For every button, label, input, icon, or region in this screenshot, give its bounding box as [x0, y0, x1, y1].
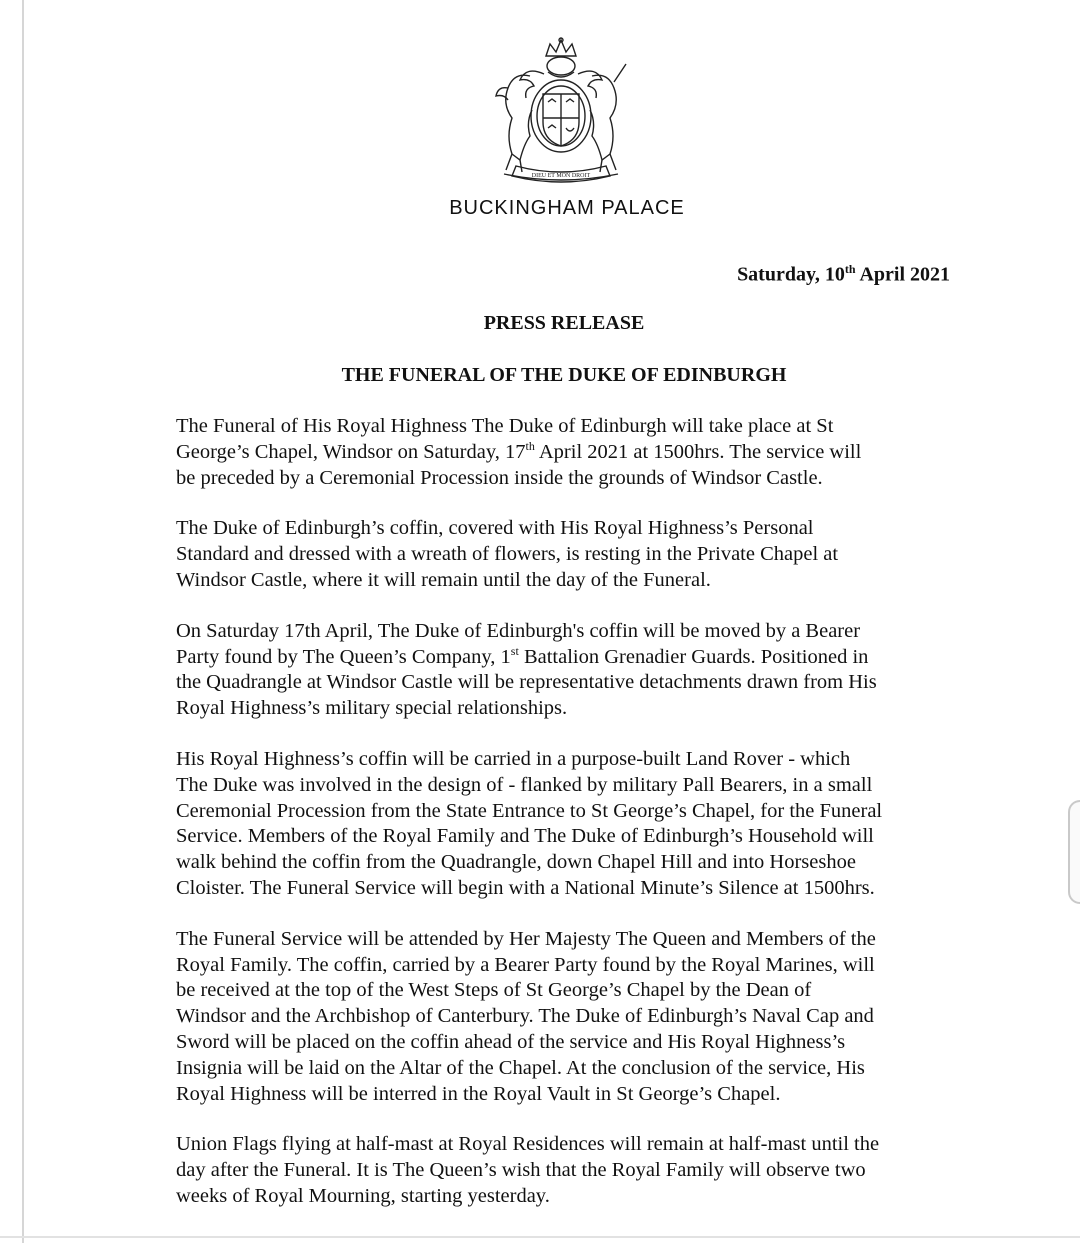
- paragraph-line: On Saturday 17th April, The Duke of Edinburgh's coffin will be moved by a Bearer: [176, 619, 861, 642]
- paragraph-line: Royal Highness will be interred in the Royal Vault in St George’s Chapel.: [176, 1082, 781, 1105]
- paragraph-line: Sword will be placed on the coffin ahead of the service and His Royal Highness’s: [176, 1030, 846, 1053]
- paragraph-line: Windsor Castle, where it will remain until the day of the Funeral.: [176, 568, 711, 591]
- paragraph-line: The Funeral of His Royal Highness The Duke of Edinburgh will take place at St: [176, 415, 834, 437]
- paragraph-line: Party found by The Queen’s Company, 1st Battalion Grenadier Guards. Positioned in: [176, 643, 869, 668]
- paragraph-line: Ceremonial Procession from the State Entrance to St George’s Chapel, for the Funeral: [176, 799, 883, 822]
- paragraph: [176, 747, 966, 902]
- paragraph-line: day after the Funeral. It is The Queen’s wish that the Royal Family will observe two: [176, 1159, 866, 1182]
- document-title: THE FUNERAL OF THE DUKE OF EDINBURGH: [341, 364, 787, 386]
- paragraph-line: Insignia will be laid on the Altar of the Chapel. At the conclusion of the service, His: [176, 1056, 865, 1079]
- organisation-name: BUCKINGHAM PALACE: [449, 197, 685, 219]
- paragraph: [176, 1132, 966, 1209]
- scroll-handle[interactable]: [1068, 800, 1080, 904]
- royal-coat-of-arms-icon: [486, 36, 636, 188]
- paragraph: [176, 927, 966, 1108]
- paragraph-line: His Royal Highness’s coffin will be carried in a purpose-built Land Rover - which: [176, 747, 851, 770]
- paragraph-line: be received at the top of the West Steps of St George’s Chapel by the Dean of: [176, 979, 812, 1002]
- paragraph-line: walk behind the coffin from the Quadrangle, down Chapel Hill and into Horseshoe: [176, 851, 856, 874]
- paragraph-line: be preceded by a Ceremonial Procession inside the grounds of Windsor Castle.: [176, 466, 823, 489]
- paragraph-line: Union Flags flying at half-mast at Royal Residences will remain at half-mast until the: [176, 1133, 880, 1156]
- paragraph-line: Royal Highness’s military special relationships.: [176, 697, 568, 720]
- paragraph-line: Standard and dressed with a wreath of flowers, is resting in the Private Chapel at: [176, 543, 839, 566]
- paragraph: [176, 516, 966, 593]
- press-release-label: PRESS RELEASE: [483, 312, 645, 334]
- page-edge-divider: [22, 0, 24, 1243]
- paragraph: [176, 619, 966, 722]
- paragraph-line: Windsor and the Archbishop of Canterbury. The Duke of Edinburgh’s Naval Cap and: [176, 1005, 874, 1028]
- release-date: Saturday, 10th April 2021: [737, 262, 950, 286]
- paragraph-line: weeks of Royal Mourning, starting yesterday.: [176, 1184, 550, 1207]
- paragraph-line: The Duke was involved in the design of - flanked by military Pall Bearers, in a small: [176, 773, 873, 796]
- paragraph: [176, 414, 966, 491]
- paragraph-line: The Funeral Service will be attended by Her Majesty The Queen and Members of the: [176, 927, 876, 950]
- paragraph-line: George’s Chapel, Windsor on Saturday, 17th April 2021 at 1500hrs. The service will: [176, 438, 862, 463]
- paragraph-line: Cloister. The Funeral Service will begin with a National Minute’s Silence at 1500hrs.: [176, 876, 875, 899]
- document-body: [176, 414, 966, 1235]
- page-bottom-divider: [0, 1236, 1080, 1238]
- paragraph-line: The Duke of Edinburgh’s coffin, covered with His Royal Highness’s Personal: [176, 517, 814, 540]
- paragraph-line: the Quadrangle at Windsor Castle will be representative detachments drawn from His: [176, 671, 877, 694]
- paragraph-line: Royal Family. The coffin, carried by a Bearer Party found by the Royal Marines, will: [176, 953, 875, 976]
- crest-motto: DIEU ET MON DROIT: [531, 173, 591, 179]
- paragraph-line: Service. Members of the Royal Family and The Duke of Edinburgh’s Household will: [176, 825, 874, 848]
